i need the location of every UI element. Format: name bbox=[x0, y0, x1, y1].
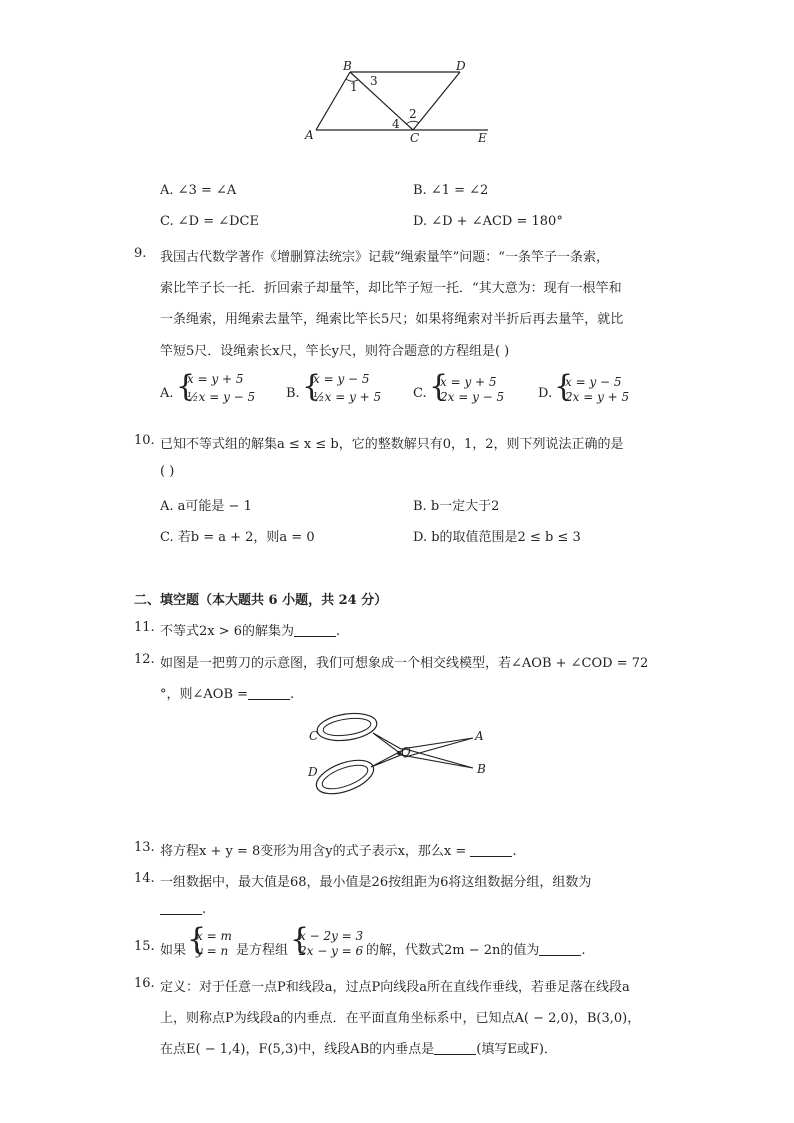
lower-handle-inner bbox=[319, 760, 370, 793]
q12-end: . bbox=[290, 687, 295, 702]
q9-option-b-eq1: x = y − 5 bbox=[313, 372, 370, 386]
label-c: C bbox=[410, 131, 420, 145]
line-bc bbox=[350, 72, 413, 130]
q8-option-c bbox=[160, 214, 259, 229]
q9-option-c-letter: C. bbox=[413, 386, 427, 401]
q15-sys1-eq1: x = m bbox=[196, 929, 232, 943]
q9-option-d-letter: D. bbox=[538, 386, 553, 401]
q14-line-1: 一组数据中，最大值是68，最小值是26按组距为6将这组数据分组，组数为 bbox=[160, 875, 592, 890]
label-b2: B bbox=[477, 762, 486, 776]
answer-blank[interactable] bbox=[160, 902, 202, 915]
angle-label-2: 2 bbox=[409, 107, 417, 121]
q15-brace-1: { bbox=[187, 922, 207, 957]
q9-option-d-eq2: 2x = y + 5 bbox=[565, 390, 630, 404]
q8-option-d bbox=[413, 214, 563, 229]
q12-stem: °，则∠AOB = bbox=[160, 687, 249, 702]
q9-option-c-eq1: x = y + 5 bbox=[440, 375, 497, 389]
line-cd bbox=[413, 72, 460, 130]
label-o: O bbox=[401, 745, 411, 759]
q9-option-a-eq2: ½x = y − 5 bbox=[187, 390, 256, 404]
answer-blank[interactable] bbox=[294, 624, 336, 637]
label-b: B bbox=[343, 59, 352, 73]
q9-option-d-eq1: x = y − 5 bbox=[565, 375, 622, 389]
q15-stem: 的解，代数式2m − 2n的值为 bbox=[366, 943, 540, 958]
q13-number: 13. bbox=[134, 840, 155, 855]
line-ab bbox=[316, 72, 350, 130]
answer-blank[interactable] bbox=[539, 943, 581, 956]
option-letter: C. bbox=[160, 530, 174, 545]
option-text: 若b = a + 2，则a = 0 bbox=[177, 530, 315, 545]
q15-pre: 如果 bbox=[160, 943, 187, 958]
option-text: a可能是 − 1 bbox=[177, 499, 252, 514]
q10-option-d bbox=[413, 526, 581, 545]
q9-option-c-eq2: 2x = y − 5 bbox=[440, 390, 505, 404]
q15-sys2-eq2: 2x − y = 6 bbox=[299, 944, 364, 958]
q9-option-a-brace: { bbox=[176, 369, 196, 404]
q16-end: (填写E或F)． bbox=[476, 1042, 557, 1057]
q9-option-b-brace: { bbox=[302, 369, 322, 404]
q15-end: . bbox=[581, 943, 586, 958]
scissors-figure bbox=[305, 705, 490, 800]
angle-arc-c bbox=[406, 121, 419, 124]
q14-line-2 bbox=[160, 902, 206, 917]
q10-option-b bbox=[413, 495, 499, 514]
q13-text bbox=[160, 840, 517, 859]
q10-number: 10. bbox=[134, 433, 155, 448]
option-text: ∠3 = ∠A bbox=[177, 183, 237, 198]
option-letter: B. bbox=[413, 183, 427, 198]
q15-sys2-eq1: x − 2y = 3 bbox=[299, 929, 364, 943]
answer-blank[interactable] bbox=[470, 844, 512, 857]
option-text: b一定大于2 bbox=[430, 499, 500, 514]
option-letter: D. bbox=[413, 214, 428, 229]
angle-label-4: 4 bbox=[392, 117, 400, 131]
q16-line-1: 定义：对于任意一点P和线段a，过点P向线段a所在直线作垂线，若垂足落在线段a bbox=[160, 980, 630, 995]
option-letter: C. bbox=[160, 214, 174, 229]
q11-text bbox=[160, 620, 340, 639]
angle-label-3: 3 bbox=[370, 74, 378, 88]
answer-blank[interactable] bbox=[434, 1042, 476, 1055]
q15-number: 15. bbox=[134, 939, 155, 954]
q9-option-b-letter: B. bbox=[286, 386, 300, 401]
option-text: ∠D + ∠ACD = 180° bbox=[431, 214, 563, 229]
q16-line-2: 上，则称点P为线段a的内垂点．在平面直角坐标系中，已知点A( − 2,0)，B(3,0)， bbox=[160, 1011, 641, 1026]
q15-mid: 是方程组 bbox=[236, 943, 289, 958]
label-d: D bbox=[456, 59, 466, 73]
q11-end: . bbox=[336, 624, 341, 639]
q9-option-d-brace: { bbox=[554, 369, 574, 404]
q9-option-a-letter: A. bbox=[160, 386, 174, 401]
label-a2: A bbox=[475, 729, 484, 743]
q14-number: 14. bbox=[134, 871, 155, 886]
q9-option-a-eq1: x = y + 5 bbox=[187, 372, 244, 386]
q9-option-b-eq2: ½x = y + 5 bbox=[313, 390, 382, 404]
answer-blank[interactable] bbox=[248, 687, 290, 700]
q11-stem: 不等式2x > 6的解集为 bbox=[160, 624, 295, 639]
q15-brace-2: { bbox=[290, 922, 310, 957]
lower-handle bbox=[312, 754, 378, 800]
label-d2: D bbox=[308, 765, 318, 779]
q9-line-2: 索比竿子长一托．折回索子却量竿，却比竿子短一托．“其大意为：现有一根竿和 bbox=[160, 281, 622, 296]
q9-option-c-brace: { bbox=[429, 369, 449, 404]
label-c2: C bbox=[309, 729, 319, 743]
option-text: ∠D = ∠DCE bbox=[177, 214, 259, 229]
q12-number: 12. bbox=[134, 652, 155, 667]
option-letter: B. bbox=[413, 499, 427, 514]
option-text: b的取值范围是2 ≤ b ≤ 3 bbox=[431, 530, 581, 545]
q12-line-1: 如图是一把剪刀的示意图，我们可想象成一个相交线模型，若∠AOB + ∠COD = 72 bbox=[160, 656, 649, 671]
q10-option-a bbox=[160, 495, 252, 514]
option-text: ∠1 = ∠2 bbox=[430, 183, 489, 198]
q10-option-c bbox=[160, 526, 315, 545]
q16-number: 16. bbox=[134, 976, 155, 991]
label-e: E bbox=[478, 131, 487, 145]
section-title: 二、填空题（本大题共 6 小题，共 24 分） bbox=[134, 593, 388, 608]
parallel-lines-figure bbox=[300, 55, 500, 150]
q9-line-3: 一条绳索，用绳索去量竿，绳索比竿长5尺；如果将绳索对半折后再去量竿，就比 bbox=[160, 312, 624, 327]
q9-line-4: 竿短5尺．设绳索长x尺，竿长y尺，则符合题意的方程组是( ) bbox=[160, 344, 510, 359]
q11-number: 11. bbox=[134, 620, 155, 635]
q10-line-2: ( ) bbox=[160, 464, 175, 479]
q13-stem: 将方程x + y = 8变形为用含y的式子表示x，那么x = bbox=[160, 844, 467, 859]
q12-line-2 bbox=[160, 683, 294, 702]
upper-arm bbox=[373, 733, 473, 757]
q14-end: . bbox=[202, 902, 207, 917]
q15-post bbox=[366, 939, 586, 958]
q9-number: 9. bbox=[134, 246, 147, 261]
label-a: A bbox=[305, 128, 314, 142]
option-letter: D. bbox=[413, 530, 428, 545]
q8-option-b bbox=[413, 183, 488, 198]
q16-stem: 在点E( − 1,4)，F(5,3)中，线段AB的内垂点是 bbox=[160, 1042, 435, 1057]
option-letter: A. bbox=[160, 499, 174, 514]
q9-line-1: 我国古代数学著作《增删算法统宗》记载”绳索量竿”问题：“一条竿子一条索， bbox=[160, 250, 609, 265]
upper-handle-inner bbox=[322, 716, 372, 739]
q16-line-3 bbox=[160, 1038, 557, 1057]
q13-end: . bbox=[512, 844, 517, 859]
q10-line-1: 已知不等式组的解集a ≤ x ≤ b，它的整数解只有0，1，2，则下列说法正确的是 bbox=[160, 437, 624, 452]
q15-sys1-eq2: y = n bbox=[196, 944, 229, 958]
option-letter: A. bbox=[160, 183, 174, 198]
q8-option-a bbox=[160, 183, 236, 198]
angle-label-1: 1 bbox=[350, 80, 358, 94]
